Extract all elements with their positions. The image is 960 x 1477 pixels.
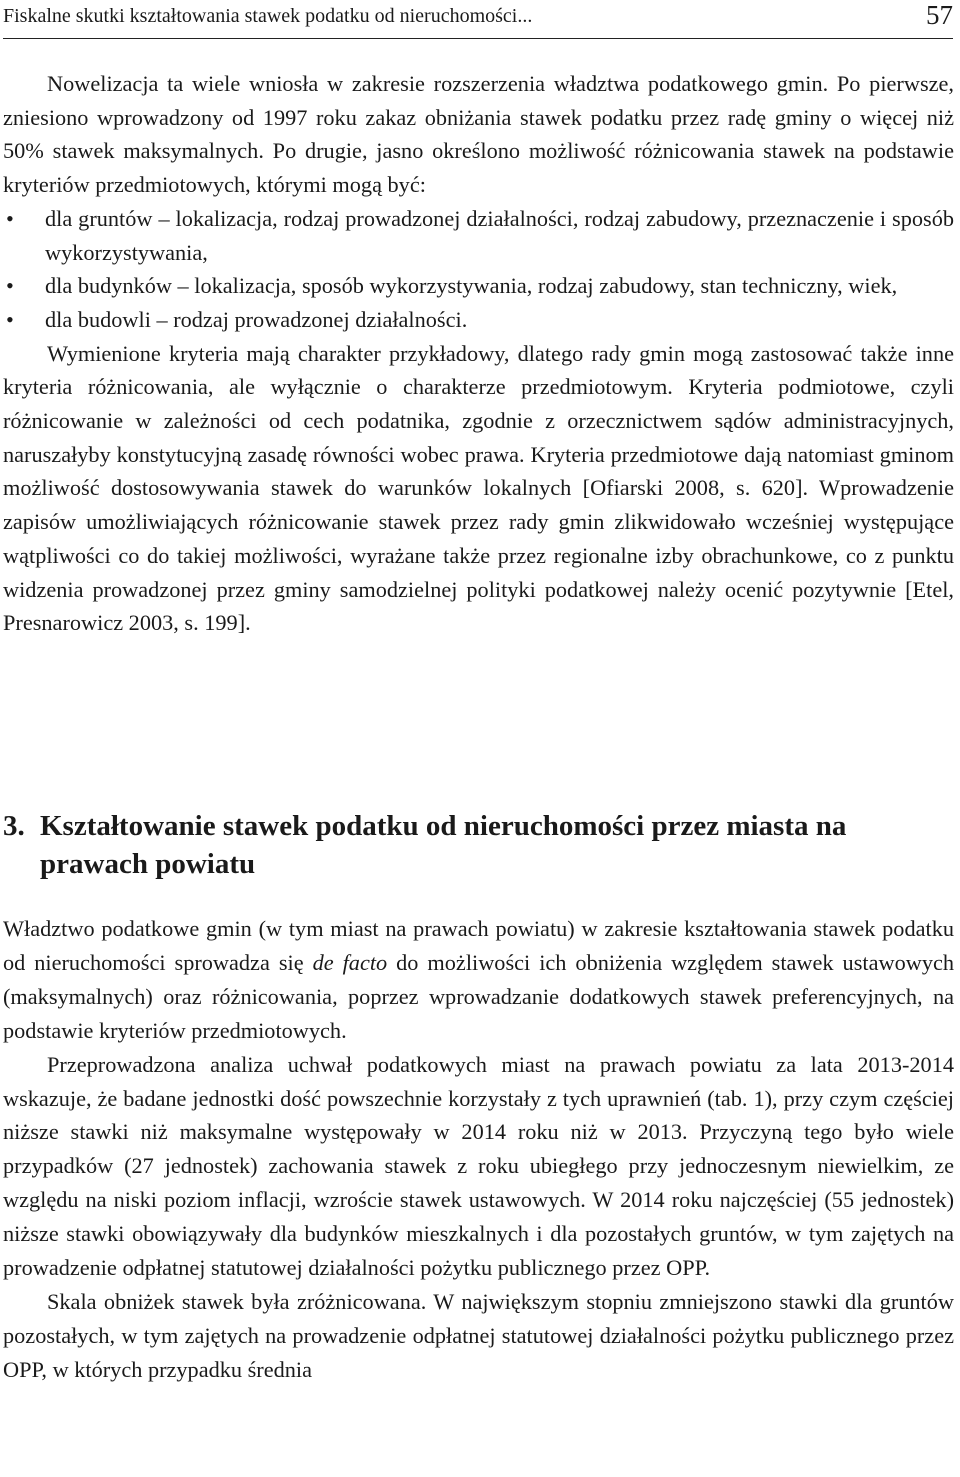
page-number: 57 [926,0,953,30]
section-title: Kształtowanie stawek podatku od nieruchomości przez miasta na prawach powiatu [40,810,847,880]
list-item: • dla budynków – lokalizacja, sposób wykorzystywania, rodzaj zabudowy, stan techniczny, wiek, [3,269,954,303]
paragraph-1 [3,912,954,1048]
list-item: • dla gruntów – lokalizacja, rodzaj prowadzonej działalności, rodzaj zabudowy, przeznaczenie i sposób wykorzystywania, [3,202,954,269]
paragraph-1-start: Władztwo podatkowe gmin (w tym miast na prawach powiatu) w zakresie kształtowania stawek podatku od nieruchomości sprowadza się [3,916,954,975]
running-title: Fiskalne skutki kształtowania stawek podatku od nieruchomości... [3,5,533,27]
paragraph-3: Skala obniżek stawek była zróżnicowana. W największym stopniu zmniejszono stawki dla gruntów pozostałych, w tym zajętych na prowadzenie odpłatnej statutowej działalności pożytku publicznego przez OPP, w których przypadku średnia [3,1288,954,1382]
paragraph-1-end: do możliwości ich obniżenia względem stawek ustawowych (maksymalnych) oraz różnicowania, poprzez wprowadzanie dodatkowych stawek preferencyjnych, na podstawie kryteriów przedmiotowych. [3,949,955,1043]
section-number: 3. [3,810,25,842]
italic-phrase: de facto [312,949,388,975]
list-item: • dla budowli – rodzaj prowadzonej działalności. [3,303,954,337]
section-body [3,67,954,640]
running-header [3,0,953,39]
paragraph-2: Przeprowadzona analiza uchwał podatkowych miast na prawach powiatu za lata 2013-2014 wskazuje, że badane jednostki dość powszechnie korzystały z tych uprawnień (tab. 1), przy czym częściej niższe stawki niż maksymalne występowały w 2014 roku niż w 2013. Przyczyną tego było wiele przypadków (27 jednostek) zachowania stawek z roku ubiegłego przy jednoczesnym niewielkim, ze względu na niski poziom inflacji, wzroście stawek ustawowych. W 2014 roku najczęściej (55 jednostek) niższe stawki obowiązywały dla budynków mieszkalnych i dla pozostałych gruntów, w tym zajętych na prowadzenie odpłatnej statutowej działalności pożytku publicznego przez OPP. [3,1051,954,1281]
section-heading [3,807,954,883]
criteria-paragraph: Wymienione kryteria mają charakter przykładowy, dlatego rady gmin mogą zastosować także inne kryteria różnicowania, ale wyłącznie o charakterze przedmiotowym. Kryteria podmiotowe, czyli różnicowanie w zależności od cech podatnika, zgodnie z orzecznictwem sądów administracyjnych, naruszałyby konstytucyjną zasadę równości wobec prawa. Kryteria przedmiotowe dają natomiast gminom możliwość dostosowywania stawek do warunków lokalnych [Ofiarski 2008, s. 620]. Wprowadzenie zapisów umożliwiających różnicowanie stawek przez rady gmin zlikwidowało wcześniej występujące wątpliwości co do takiej możliwości, wyrażane także przez regionalne izby obrachunkowe, co z punktu widzenia prowadzonej przez gminy samodzielnej polityki podatkowej należy ocenić pozytywnie [Etel, Presnarowicz 2003, s. 199]. [3,340,954,636]
criteria-list [3,202,954,337]
section3-body [3,912,954,1387]
intro-paragraph: Nowelizacja ta wiele wniosła w zakresie rozszerzenia władztwa podatkowego gmin. Po pierwsze, zniesiono wprowadzony od 1997 roku zakaz obniżania stawek podatku przez radę gminy o więcej niż 50% stawek maksymalnych. Po drugie, jasno określono możliwość różnicowania stawek na podstawie kryteriów przedmiotowych, którymi mogą być: [3,71,954,198]
